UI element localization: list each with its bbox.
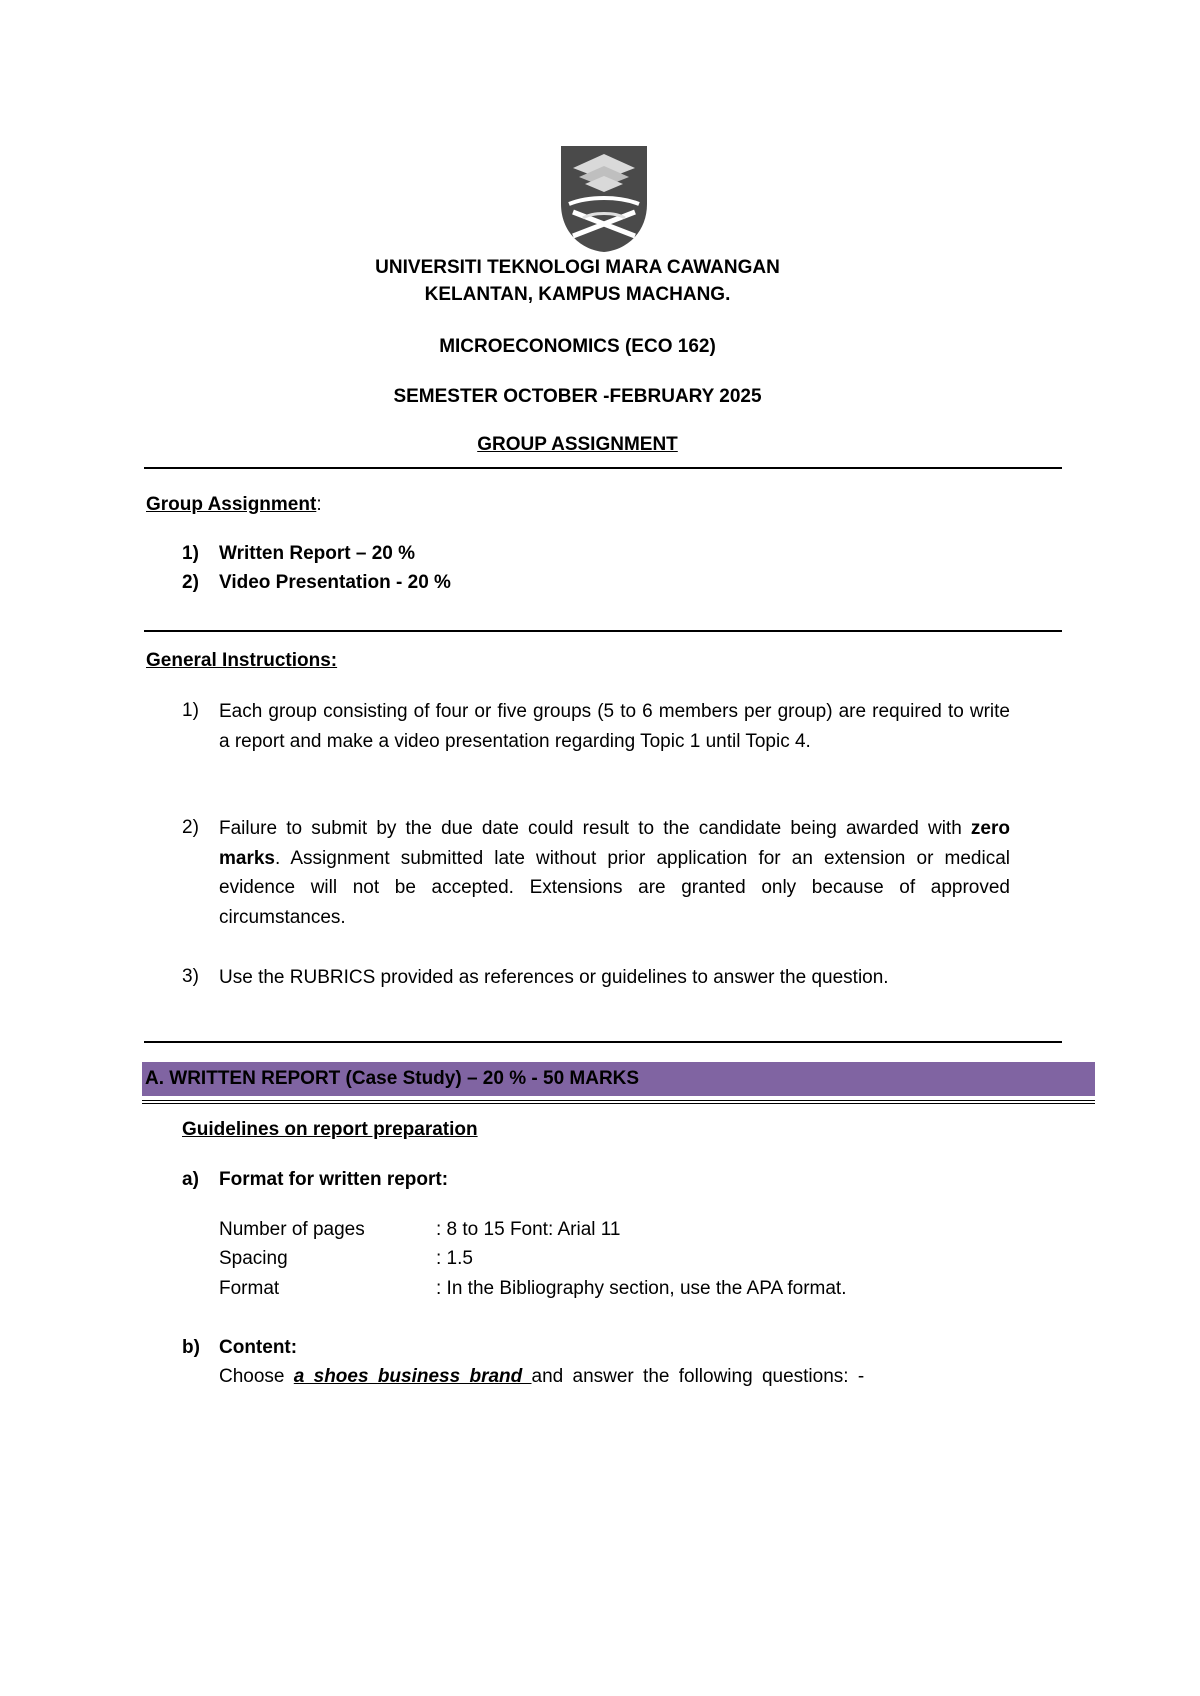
format-value: : 1.5 <box>436 1248 473 1269</box>
university-crest-icon <box>559 146 649 252</box>
divider <box>142 1103 1095 1104</box>
document-title: GROUP ASSIGNMENT <box>477 434 678 455</box>
list-number: 3) <box>182 966 199 987</box>
group-assignment-heading: Group Assignment: <box>146 494 322 515</box>
course-title: MICROECONOMICS (ECO 162) <box>439 336 716 357</box>
guidelines-heading: Guidelines on report preparation <box>182 1119 478 1140</box>
list-item: Written Report – 20 % <box>219 543 416 564</box>
format-key: Number of pages <box>219 1219 365 1240</box>
semester-title: SEMESTER OCTOBER -FEBRUARY 2025 <box>393 386 762 407</box>
content-title: Content: <box>219 1337 298 1358</box>
list-item: Video Presentation - 20 % <box>219 572 451 593</box>
list-number: 2) <box>182 817 199 838</box>
instruction-text: Failure to submit by the due date could result to the candidate being awarded with zero marks. Assignment submitted late without prior application for an extension or medical evidence will not be accepted. Extensions are granted only because of approved circumstances. <box>219 818 1010 928</box>
list-number: 1) <box>182 700 199 721</box>
university-name-line1: UNIVERSITI TEKNOLOGI MARA CAWANGAN <box>375 257 780 278</box>
general-instructions-heading: General Instructions: <box>146 650 338 671</box>
divider <box>144 467 1062 469</box>
section-a-banner: A. WRITTEN REPORT (Case Study) – 20 % - 50 MARKS <box>142 1062 1095 1096</box>
list-number: 1) <box>182 543 199 564</box>
divider <box>144 630 1062 632</box>
format-title: Format for written report: <box>219 1169 449 1190</box>
university-name-line2: KELANTAN, KAMPUS MACHANG. <box>424 284 731 305</box>
divider <box>142 1100 1095 1101</box>
instruction-text: Each group consisting of four or five groups (5 to 6 members per group) are required to write a report and make a video presentation regarding Topic 1 until Topic 4. <box>219 701 1010 752</box>
content-instruction: Choose a shoes business brand and answer the following questions: - <box>219 1366 865 1387</box>
list-label: a) <box>182 1169 199 1190</box>
format-key: Format <box>219 1278 280 1299</box>
list-label: b) <box>182 1337 200 1358</box>
format-value: : In the Bibliography section, use the APA format. <box>436 1278 847 1299</box>
list-number: 2) <box>182 572 199 593</box>
format-key: Spacing <box>219 1248 288 1269</box>
instruction-text: Use the RUBRICS provided as references or guidelines to answer the question. <box>219 967 889 988</box>
divider <box>144 1041 1062 1043</box>
format-value: : 8 to 15 Font: Arial 11 <box>436 1219 621 1240</box>
